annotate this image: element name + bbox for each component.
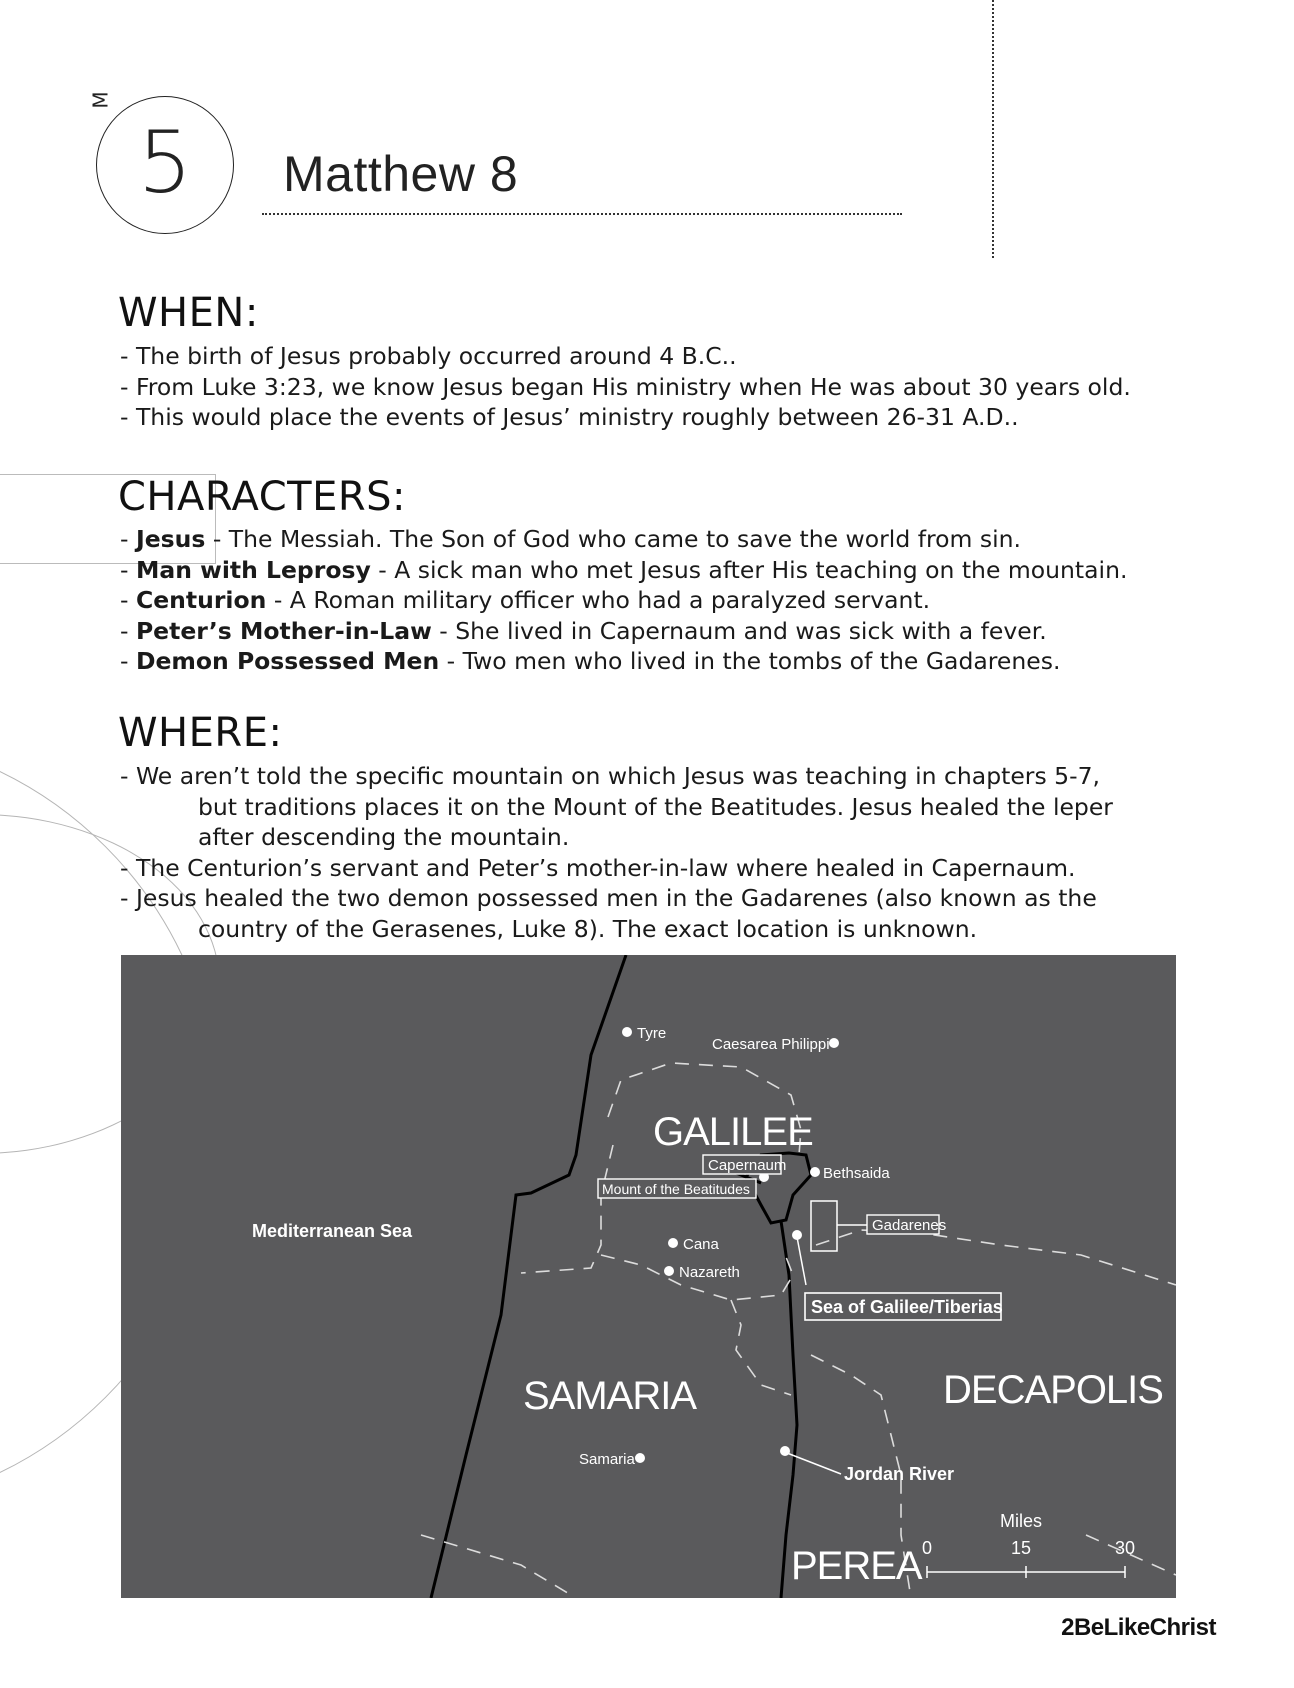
scale-tick-label: 0 [921, 1538, 933, 1558]
sea-dot [792, 1230, 802, 1240]
characters-heading: CHARACTERS: [118, 474, 406, 520]
region-galilee: GALILEE [653, 1110, 813, 1154]
label-nazareth: Nazareth [679, 1264, 740, 1281]
day-letter: M [88, 91, 113, 109]
jordan-dot [780, 1446, 790, 1456]
where-line: - We aren’t told the specific mountain on which Jesus was teaching in chapters 5-7, [120, 762, 1101, 790]
label-gadarenes: Gadarenes [872, 1217, 947, 1234]
day-number: 5 [137, 113, 193, 213]
where-line: after descending the mountain. [198, 823, 570, 851]
character-name: Peter’s Mother-in-Law [135, 616, 432, 645]
caesarea-philippi-dot [829, 1038, 839, 1048]
where-line: country of the Gerasenes, Luke 8). The exact location is unknown. [198, 914, 978, 943]
region-decapolis: DECAPOLIS [943, 1368, 1163, 1412]
region-perea: PEREA [791, 1544, 922, 1588]
region-map [121, 955, 1176, 1598]
footer-brand: 2BeLikeChrist [1061, 1614, 1216, 1641]
scale-title: Miles [999, 1511, 1043, 1531]
when-list [120, 341, 1200, 433]
character-desc: - Two men who lived in the tombs of the Gadarenes. [439, 647, 1061, 675]
character-desc: - The Messiah. The Son of God who came to save the world from sin. [205, 525, 1022, 553]
chapter-title: Matthew 8 [283, 146, 519, 202]
cana-dot [668, 1238, 678, 1248]
scale-tick-label: 15 [1010, 1538, 1032, 1558]
character-desc: - She lived in Capernaum and was sick with a fever. [431, 616, 1047, 645]
label-samaria-city: Samaria [579, 1451, 635, 1468]
where-heading: WHERE: [118, 710, 283, 756]
character-item: - Centurion - A Roman military officer who had a paralyzed servant. [120, 586, 931, 614]
label-tyre: Tyre [637, 1025, 667, 1042]
coastline [431, 955, 626, 1598]
when-line: - This would place the events of Jesus’ ministry roughly between 26-31 A.D.. [120, 403, 1019, 431]
label-mount-beatitudes: Mount of the Beatitudes [602, 1181, 750, 1197]
character-item: - Peter’s Mother-in-Law - She lived in Capernaum and was sick with a fever. [120, 616, 1047, 645]
label-capernaum: Capernaum [708, 1157, 787, 1174]
label-cana: Cana [683, 1236, 719, 1253]
character-name: Man with Leprosy [135, 555, 371, 584]
character-item: - Demon Possessed Men - Two men who lived in the tombs of the Gadarenes. [120, 647, 1061, 675]
region-samaria: SAMARIA [523, 1374, 697, 1418]
label-mediterranean: Mediterranean Sea [252, 1221, 413, 1241]
character-item: - Jesus - The Messiah. The Son of God who came to save the world from sin. [120, 525, 1022, 553]
label-caesarea-philippi: Caesarea Philippi [712, 1036, 830, 1053]
tyre-dot [622, 1027, 632, 1037]
character-name: Centurion [135, 586, 267, 614]
label-jordan-river: Jordan River [844, 1464, 955, 1484]
label-bethsaida: Bethsaida [823, 1165, 890, 1182]
bethsaida-dot [810, 1167, 820, 1177]
character-desc: - A sick man who met Jesus after His teaching on the mountain. [370, 555, 1128, 584]
character-name: Demon Possessed Men [135, 647, 440, 675]
when-heading: WHEN: [118, 290, 259, 336]
where-line: but traditions places it on the Mount of the Beatitudes. Jesus healed the leper [198, 792, 1113, 821]
sea-leader [797, 1237, 806, 1285]
character-desc: - A Roman military officer who had a paralyzed servant. [266, 586, 931, 614]
samaria-dot [635, 1453, 645, 1463]
where-line: - The Centurion’s servant and Peter’s mother-in-law where healed in Capernaum. [120, 853, 1076, 882]
nazareth-dot [664, 1266, 674, 1276]
jordan-river-line [781, 1221, 797, 1598]
gadarenes-marker [811, 1201, 837, 1251]
characters-list [120, 524, 1200, 677]
when-line: - From Luke 3:23, we know Jesus began His ministry when He was about 30 years old. [120, 372, 1131, 401]
character-item: - Man with Leprosy - A sick man who met Jesus after His teaching on the mountain. [120, 555, 1128, 584]
where-line: - Jesus healed the two demon possessed men in the Gadarenes (also known as the [120, 884, 1097, 912]
vertical-divider [992, 0, 994, 258]
scale-tick-label: 30 [1114, 1538, 1136, 1558]
where-list [120, 761, 1200, 944]
scale-bar [922, 1511, 1135, 1578]
character-name: Jesus [135, 525, 206, 553]
when-line: - The birth of Jesus probably occurred around 4 B.C.. [120, 342, 737, 370]
label-sea-of-galilee: Sea of Galilee/Tiberias [811, 1297, 1003, 1317]
title-underline [262, 213, 902, 215]
